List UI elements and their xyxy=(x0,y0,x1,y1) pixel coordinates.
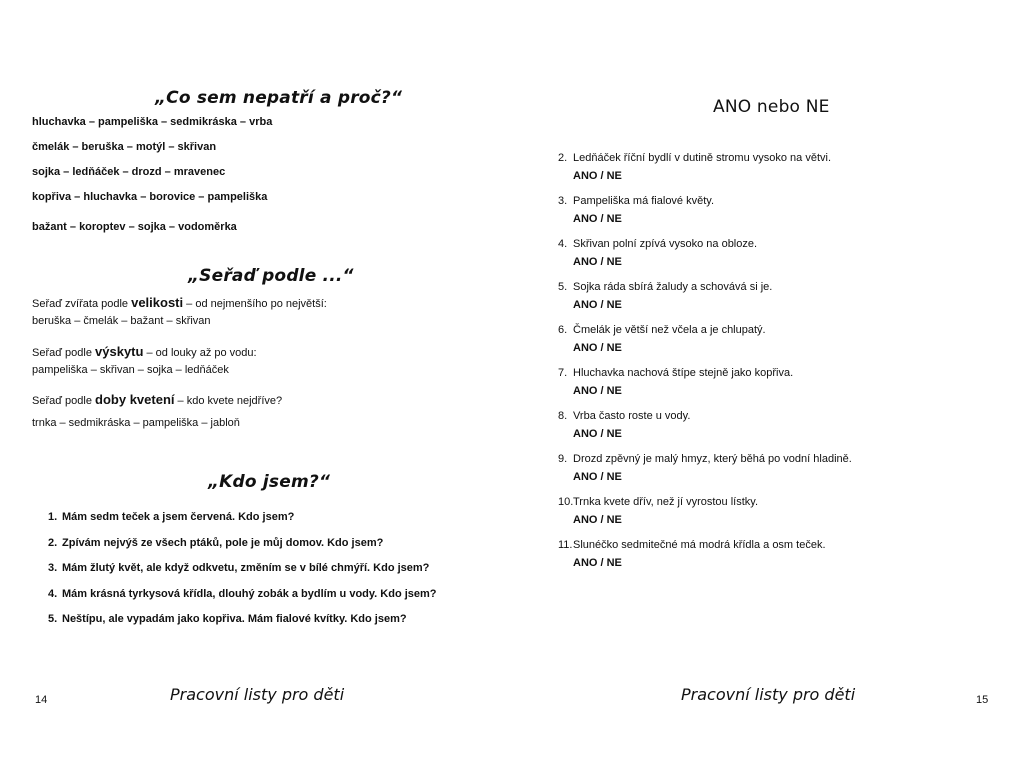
sort-instruction-text: Seřaď podle xyxy=(32,395,96,407)
not-belong-line: kopřiva – hluchavka – borovice – pampeliška xyxy=(32,191,268,203)
question-text: Vrba často roste u vody. xyxy=(573,410,691,422)
sort-keyword: doby kvetení xyxy=(95,392,175,407)
question-number: 4. xyxy=(558,238,568,250)
question-number: 8. xyxy=(558,410,568,422)
sort-instruction-text: – kdo kvete nejdříve? xyxy=(174,395,283,407)
riddle-item xyxy=(48,562,429,574)
question-number: 5. xyxy=(558,281,568,293)
question-number: 2. xyxy=(558,152,568,164)
question-number: 11. xyxy=(558,539,573,551)
question-number: 7. xyxy=(558,367,568,379)
sort-instruction xyxy=(32,295,327,310)
question-text: Ledňáček říční bydlí v dutině stromu vysoko na větvi. xyxy=(573,152,832,164)
riddle-text: Zpívám nejvýš ze všech ptáků, pole je můj domov. Kdo jsem? xyxy=(62,537,384,549)
riddle-text: Mám krásná tyrkysová křídla, dlouhý zobák a bydlím u vody. Kdo jsem? xyxy=(62,588,437,600)
yes-no-question xyxy=(558,152,831,164)
yes-no-answer: ANO / NE xyxy=(573,428,622,440)
riddle-text: Neštípu, ale vypadám jako kopřiva. Mám fialové kvítky. Kdo jsem? xyxy=(62,613,407,625)
riddle-item xyxy=(48,537,383,549)
sort-instruction-text: – od nejmenšího po největší: xyxy=(183,298,327,310)
riddle-item xyxy=(48,511,294,523)
page-number-left: 14 xyxy=(35,694,48,706)
yes-no-question xyxy=(558,281,772,293)
question-text: Drozd zpěvný je malý hmyz, který běhá po vodní hladině. xyxy=(573,453,852,465)
riddle-number: 1. xyxy=(48,511,58,523)
footer-title-right: Pracovní listy pro děti xyxy=(681,685,856,704)
question-text: Skřivan polní zpívá vysoko na obloze. xyxy=(573,238,758,250)
riddle-item xyxy=(48,613,407,625)
question-text: Čmelák je větší než včela a je chlupatý. xyxy=(573,324,766,336)
riddle-number: 3. xyxy=(48,562,58,574)
yes-no-answer: ANO / NE xyxy=(573,256,622,268)
question-text: Trnka kvete dřív, než jí vyrostou lístky. xyxy=(573,496,759,508)
question-number: 9. xyxy=(558,453,568,465)
sort-instruction-text: Seřaď podle xyxy=(32,347,96,359)
yes-no-answer: ANO / NE xyxy=(573,385,622,397)
not-belong-line: bažant – koroptev – sojka – vodoměrka xyxy=(32,221,237,233)
riddle-number: 2. xyxy=(48,537,58,549)
riddle-number: 5. xyxy=(48,613,58,625)
sort-instruction xyxy=(32,344,257,359)
yes-no-question xyxy=(558,453,852,465)
question-number: 3. xyxy=(558,195,568,207)
yes-no-answer: ANO / NE xyxy=(573,557,622,569)
yes-no-answer: ANO / NE xyxy=(573,299,622,311)
sort-answer: pampeliška – skřivan – sojka – ledňáček xyxy=(32,364,229,376)
section-title-sort: „Seřaď podle ...“ xyxy=(188,266,354,286)
riddle-text: Mám žlutý květ, ale když odkvetu, změním se v bílé chmýří. Kdo jsem? xyxy=(62,562,430,574)
yes-no-answer: ANO / NE xyxy=(573,471,622,483)
not-belong-line: sojka – ledňáček – drozd – mravenec xyxy=(32,166,226,178)
not-belong-line: čmelák – beruška – motýl – skřivan xyxy=(32,141,217,153)
yes-no-answer: ANO / NE xyxy=(573,342,622,354)
yes-no-question xyxy=(558,367,793,379)
page-number-right: 15 xyxy=(976,694,989,706)
question-text: Pampeliška má fialové květy. xyxy=(573,195,715,207)
riddle-text: Mám sedm teček a jsem červená. Kdo jsem? xyxy=(62,511,295,523)
riddle-number: 4. xyxy=(48,588,58,600)
section-title-yes-no: ANO nebo NE xyxy=(713,97,830,117)
yes-no-question xyxy=(558,195,714,207)
section-title-who-am-i: „Kdo jsem?“ xyxy=(208,472,331,492)
not-belong-line: hluchavka – pampeliška – sedmikráska – vrba xyxy=(32,116,273,128)
question-text: Slunéčko sedmitečné má modrá křídla a osm teček. xyxy=(573,539,826,551)
question-text: Sojka ráda sbírá žaludy a schovává si je. xyxy=(573,281,773,293)
sort-answer: beruška – čmelák – bažant – skřivan xyxy=(32,315,211,327)
riddle-item xyxy=(48,588,437,600)
question-text: Hluchavka nachová štípe stejně jako kopřiva. xyxy=(573,367,794,379)
sort-instruction-text: – od louky až po vodu: xyxy=(143,347,257,359)
sort-keyword: výskytu xyxy=(95,344,144,359)
yes-no-question xyxy=(558,539,826,551)
section-title-not-belong: „Co sem nepatří a proč?“ xyxy=(155,88,403,108)
yes-no-question xyxy=(558,410,690,422)
yes-no-answer: ANO / NE xyxy=(573,170,622,182)
yes-no-question xyxy=(558,324,766,336)
footer-title-left: Pracovní listy pro děti xyxy=(170,685,345,704)
yes-no-answer: ANO / NE xyxy=(573,514,622,526)
yes-no-question xyxy=(558,496,758,508)
question-number: 6. xyxy=(558,324,568,336)
sort-instruction-text: Seřaď zvířata podle xyxy=(32,298,132,310)
sort-answer: trnka – sedmikráska – pampeliška – jabloň xyxy=(32,417,240,429)
yes-no-answer: ANO / NE xyxy=(573,213,622,225)
question-number: 10. xyxy=(558,496,574,508)
sort-keyword: velikosti xyxy=(131,295,184,310)
yes-no-question xyxy=(558,238,757,250)
sort-instruction xyxy=(32,392,282,407)
